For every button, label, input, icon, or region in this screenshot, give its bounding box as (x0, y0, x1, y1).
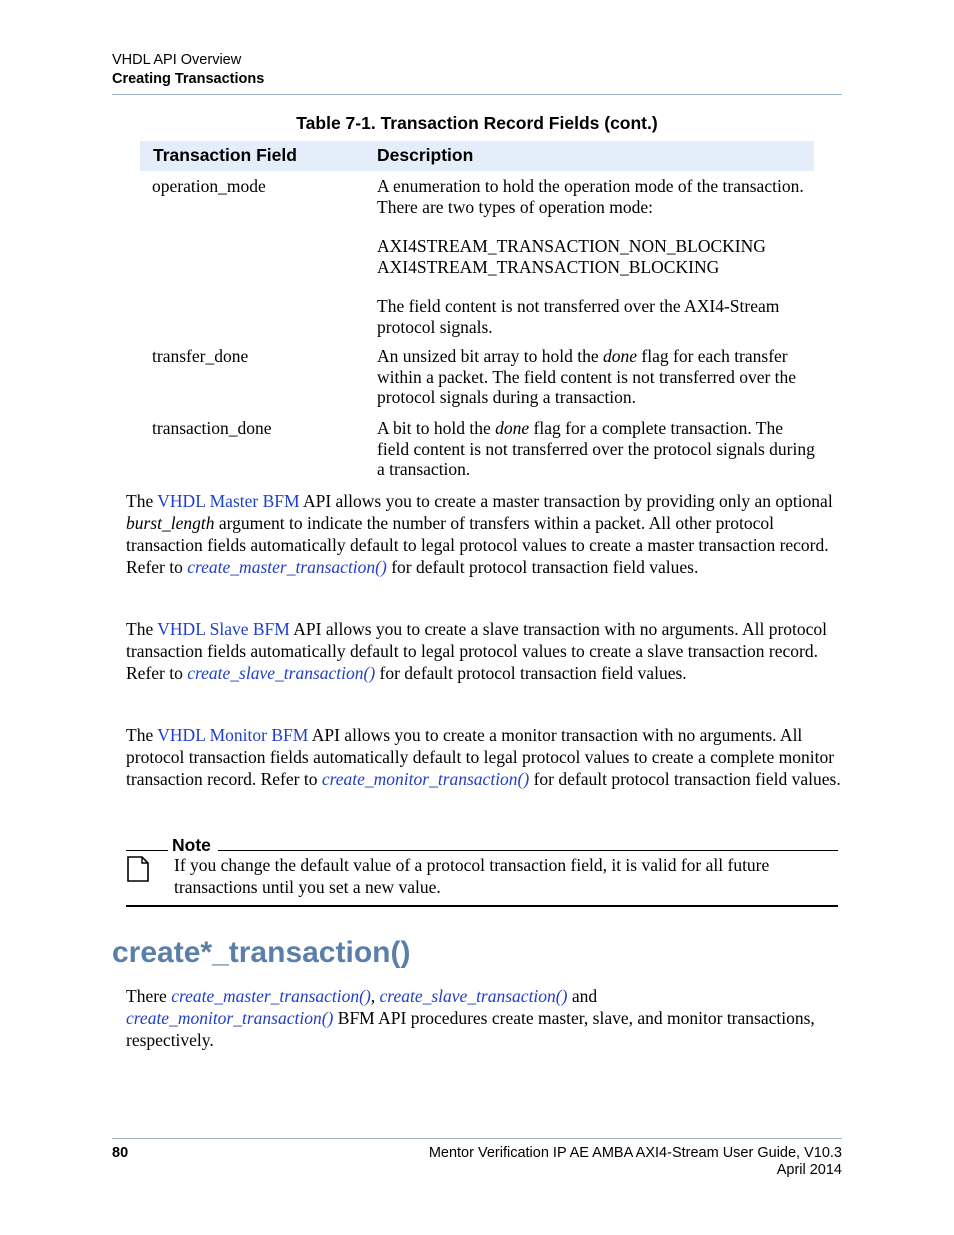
footer-doc-info (400, 1145, 842, 1179)
xref-create-monitor-transaction[interactable]: create_monitor_transaction() (126, 1008, 334, 1028)
table-cell-field: transaction_done (152, 418, 272, 438)
link-vhdl-monitor-bfm[interactable]: VHDL Monitor BFM (157, 725, 309, 745)
table-cell-description (377, 176, 817, 337)
note-title: Note (172, 835, 211, 855)
paragraph-monitor-bfm: The VHDL Monitor BFM API allows you to create a monitor transaction with no arguments. All protocol transaction fields automatically default to legal protocol values to create a complete monitor transaction record. Refer to create_monitor_transaction() for default protocol transaction field values. (126, 725, 841, 789)
running-header-subsection: Creating Transactions (112, 71, 265, 87)
xref-create-slave-transaction[interactable]: create_slave_transaction() (379, 986, 568, 1006)
enum-value: AXI4STREAM_TRANSACTION_NON_BLOCKING (377, 236, 766, 256)
enum-value: AXI4STREAM_TRANSACTION_BLOCKING (377, 256, 720, 277)
description-text: The field content is not transferred over the AXI4-Stream protocol signals. (377, 296, 780, 337)
table-header-description: Description (377, 145, 474, 165)
description-text: A enumeration to hold the operation mode of the transaction. There are two types of operation mode: (377, 176, 804, 217)
section-intro-paragraph: There create_master_transaction(), create_slave_transaction() and create_monitor_transaction() BFM API procedures create master, slave, and monitor transactions, respectively. (126, 986, 815, 1050)
link-vhdl-master-bfm[interactable]: VHDL Master BFM (157, 491, 300, 511)
footer-title: Mentor Verification IP AE AMBA AXI4-Stream User Guide, V10.3 (428, 1145, 842, 1161)
xref-create-master-transaction[interactable]: create_master_transaction() (187, 557, 387, 577)
note-bottom-rule (126, 905, 838, 907)
table-cell-field: transfer_done (152, 346, 249, 366)
table-caption: Table 7-1. Transaction Record Fields (cont.) (296, 113, 658, 133)
table-cell-description: An unsized bit array to hold the done flag for each transfer within a packet. The field content is not transferred over the protocol signals during a transaction. (377, 346, 797, 407)
note-page-icon (127, 856, 149, 882)
xref-create-master-transaction[interactable]: create_master_transaction() (171, 986, 371, 1006)
link-vhdl-slave-bfm[interactable]: VHDL Slave BFM (157, 619, 290, 639)
table-cell-description: A bit to hold the done flag for a complete transaction. The field content is not transferred over the protocol signals during a transaction. (377, 418, 815, 479)
table-cell-field: operation_mode (152, 176, 266, 196)
xref-create-slave-transaction[interactable]: create_slave_transaction() (187, 663, 376, 683)
note-rule (218, 850, 838, 851)
paragraph-master-bfm: The VHDL Master BFM API allows you to create a master transaction by providing only an optional burst_length argument to indicate the number of transfers within a packet. All other protocol transaction fields automatically default to legal protocol values to create a master transaction record. Refer to create_master_transaction() for default protocol transaction field values. (126, 491, 833, 577)
note-rule (126, 850, 168, 851)
footer-rule (112, 1138, 842, 1139)
running-header-section: VHDL API Overview (112, 52, 242, 68)
header-rule (112, 94, 842, 95)
xref-create-monitor-transaction[interactable]: create_monitor_transaction() (321, 769, 530, 789)
page-number: 80 (112, 1145, 129, 1161)
paragraph-slave-bfm: The VHDL Slave BFM API allows you to create a slave transaction with no arguments. All protocol transaction fields automatically default to legal protocol values to create a slave transaction record. Refer to create_slave_transaction() for default protocol transaction field values. (126, 619, 828, 683)
section-heading: create*_transaction() (112, 936, 411, 969)
footer-date: April 2014 (776, 1162, 842, 1178)
note-text: If you change the default value of a protocol transaction field, it is valid for all future transactions until you set a new value. (174, 855, 770, 897)
table-header-field: Transaction Field (153, 145, 297, 165)
